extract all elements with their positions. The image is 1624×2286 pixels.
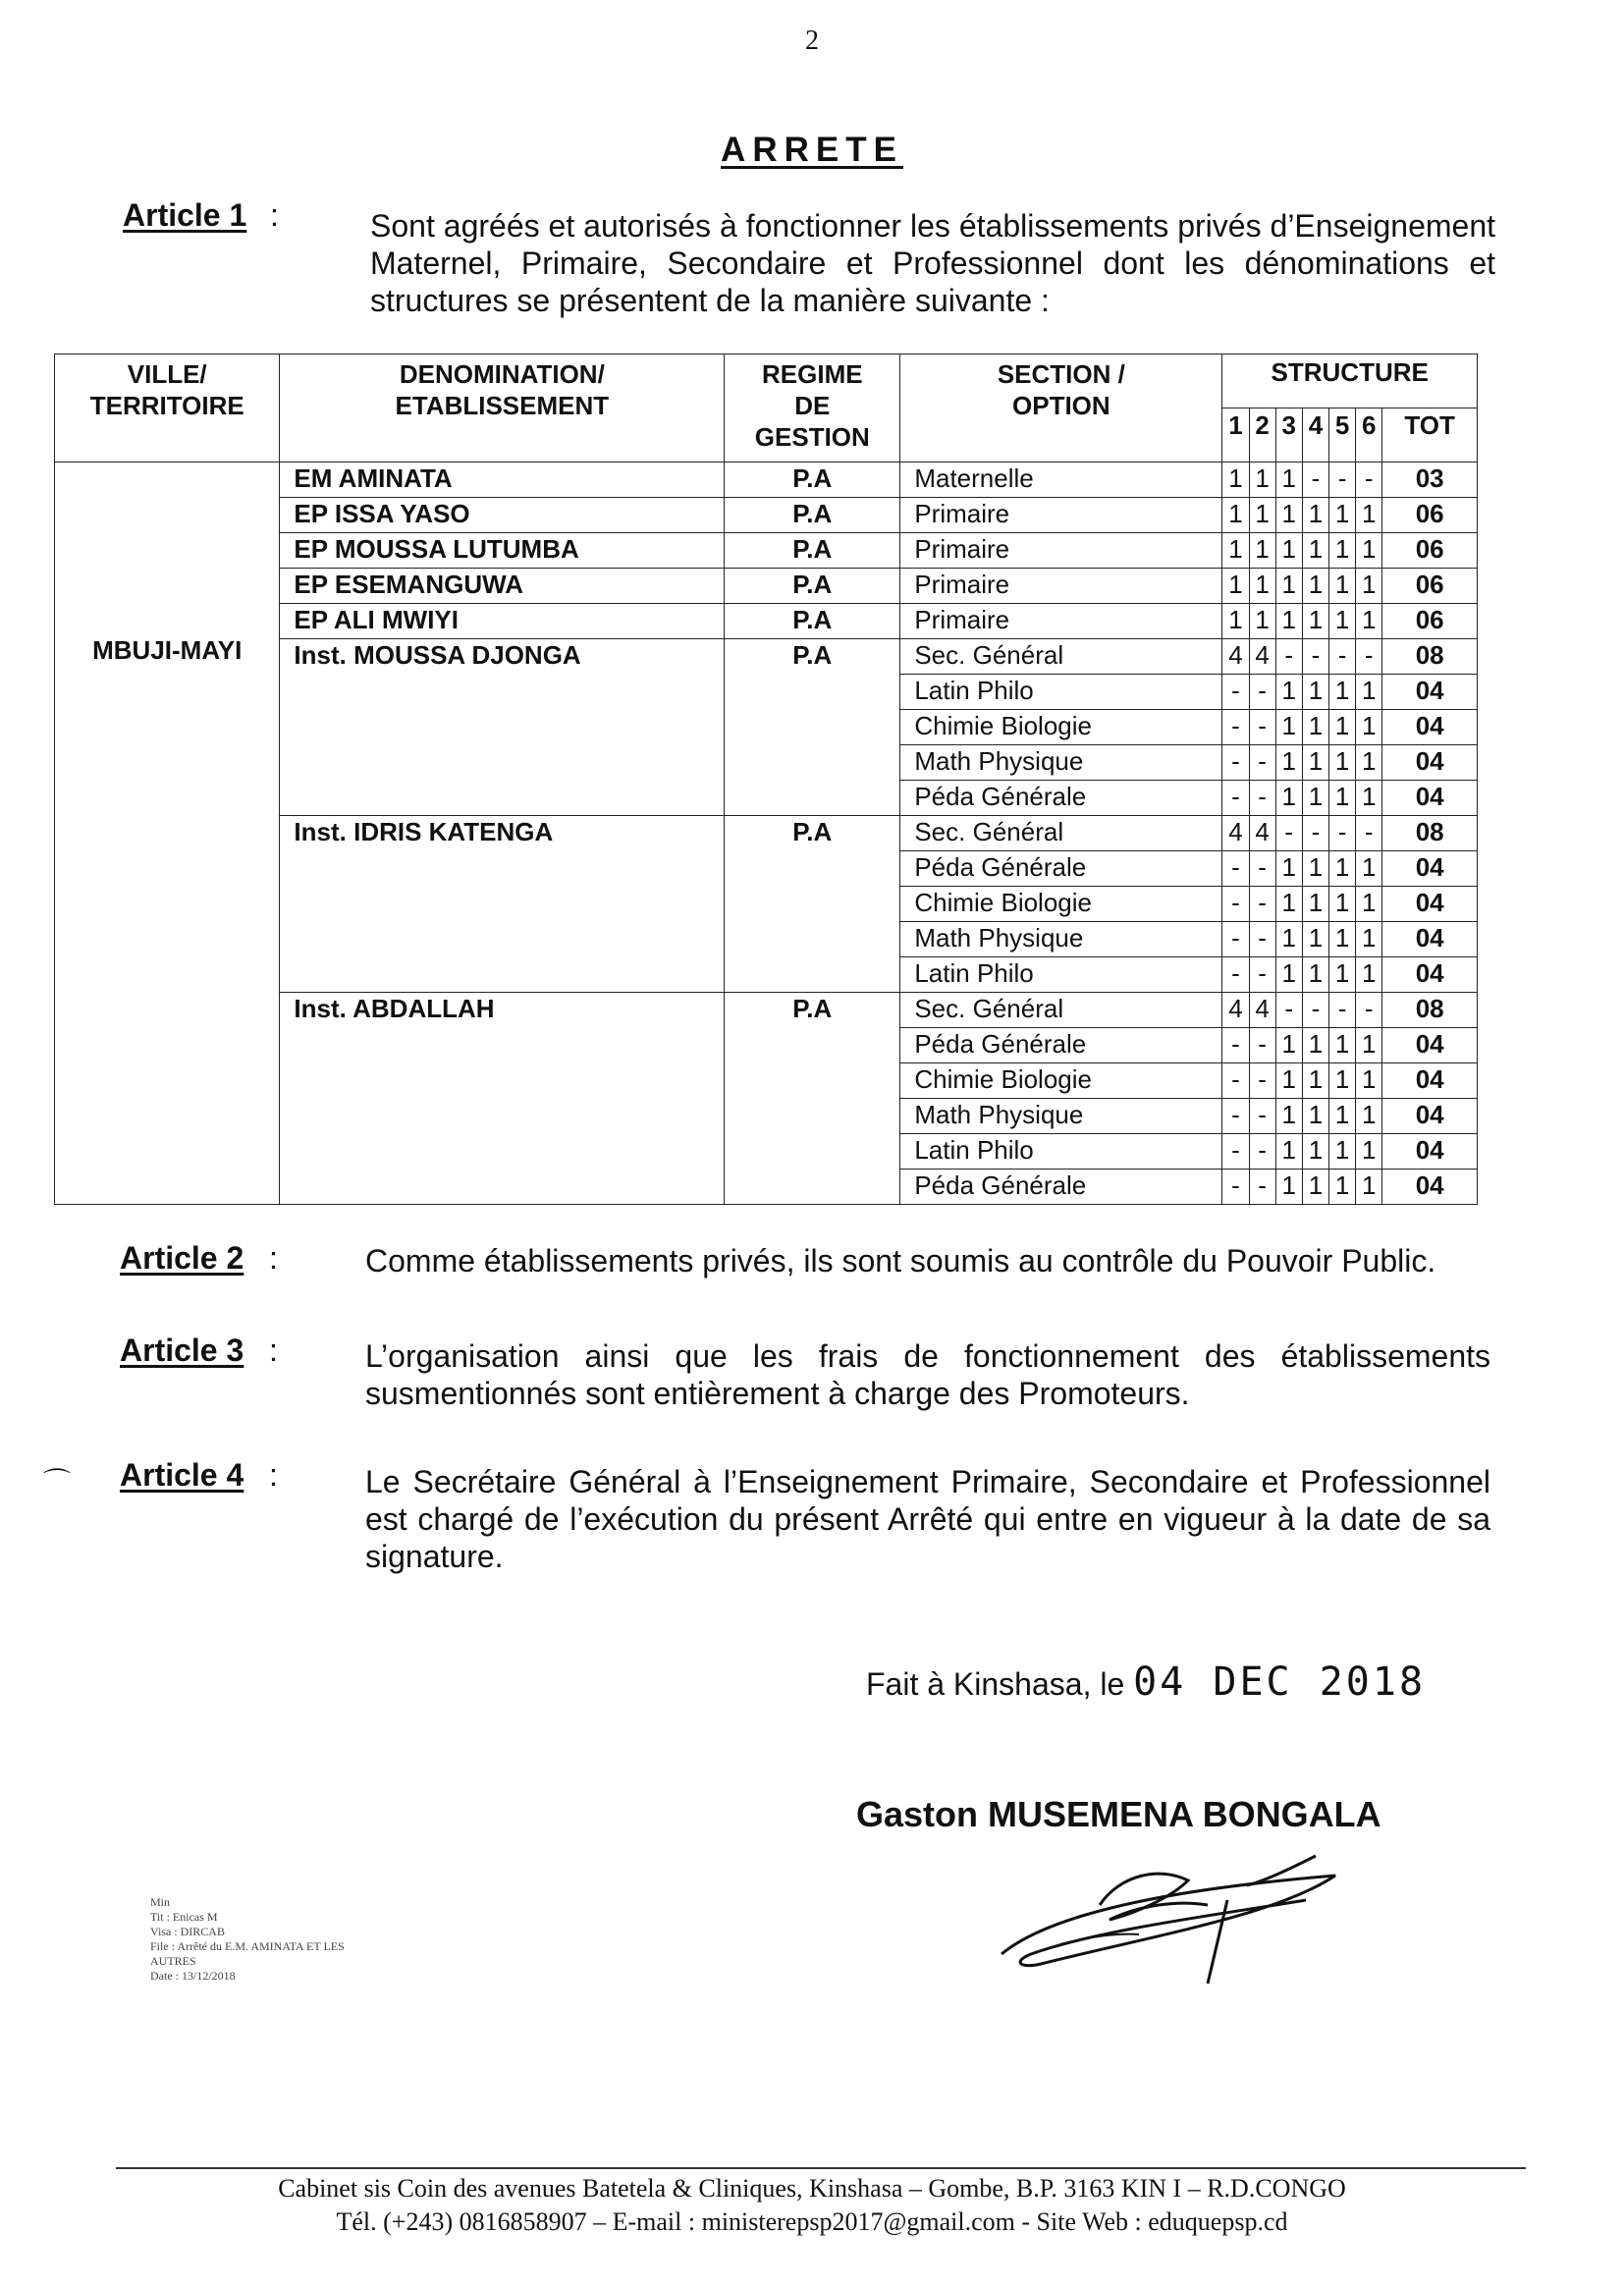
year-6-cell: 1 — [1356, 533, 1382, 569]
establishment-cell — [280, 851, 725, 887]
year-5-cell: 1 — [1329, 569, 1356, 604]
note-line: File : Arrêté du E.M. AMINATA ET LES — [150, 1939, 345, 1953]
year-4-cell: - — [1302, 993, 1328, 1028]
total-cell: 04 — [1382, 781, 1478, 816]
year-3-cell: 1 — [1275, 887, 1302, 922]
header-col-year-4: 4 — [1302, 408, 1328, 463]
year-6-cell: 1 — [1356, 887, 1382, 922]
section-cell: Primaire — [900, 533, 1222, 569]
section-cell: Sec. Général — [900, 816, 1222, 851]
establishment-cell: Inst. ABDALLAH — [280, 993, 725, 1028]
year-4-cell: 1 — [1302, 781, 1328, 816]
year-5-cell: 1 — [1329, 675, 1356, 710]
establishment-cell — [280, 922, 725, 957]
year-6-cell: 1 — [1356, 745, 1382, 781]
section-cell: Latin Philo — [900, 957, 1222, 993]
year-5-cell: 1 — [1329, 957, 1356, 993]
regime-cell — [725, 1028, 900, 1063]
year-5-cell: - — [1329, 993, 1356, 1028]
year-3-cell: - — [1275, 639, 1302, 675]
decree-title — [0, 131, 1624, 170]
year-5-cell: 1 — [1329, 1063, 1356, 1099]
year-2-cell: 4 — [1249, 816, 1275, 851]
year-4-cell: 1 — [1302, 887, 1328, 922]
section-cell: Chimie Biologie — [900, 887, 1222, 922]
section-cell: Péda Générale — [900, 781, 1222, 816]
establishment-cell — [280, 1134, 725, 1170]
total-cell: 04 — [1382, 922, 1478, 957]
year-3-cell: 1 — [1275, 922, 1302, 957]
establishment-cell — [280, 1170, 725, 1205]
year-5-cell: 1 — [1329, 1028, 1356, 1063]
year-1-cell: - — [1222, 1170, 1249, 1205]
total-cell: 04 — [1382, 745, 1478, 781]
year-5-cell: 1 — [1329, 851, 1356, 887]
year-2-cell: - — [1249, 851, 1275, 887]
year-2-cell: 1 — [1249, 498, 1275, 533]
year-3-cell: 1 — [1275, 1099, 1302, 1134]
article-4-label-text: Article 4 — [120, 1457, 244, 1493]
year-1-cell: - — [1222, 781, 1249, 816]
section-cell: Péda Générale — [900, 1028, 1222, 1063]
year-4-cell: 1 — [1302, 1099, 1328, 1134]
year-1-cell: 1 — [1222, 533, 1249, 569]
header-col-year-6: 6 — [1356, 408, 1382, 463]
header-regime: REGIME DE GESTION — [725, 354, 900, 463]
total-cell: 04 — [1382, 851, 1478, 887]
regime-cell — [725, 745, 900, 781]
decree-title-text: ARRETE — [721, 131, 903, 169]
year-4-cell: 1 — [1302, 604, 1328, 639]
year-4-cell: 1 — [1302, 533, 1328, 569]
year-1-cell: - — [1222, 675, 1249, 710]
regime-cell: P.A — [725, 639, 900, 675]
regime-cell: P.A — [725, 816, 900, 851]
section-cell: Maternelle — [900, 463, 1222, 498]
regime-cell — [725, 957, 900, 993]
year-2-cell: - — [1249, 1134, 1275, 1170]
footer-rule — [116, 2167, 1526, 2169]
year-3-cell: 1 — [1275, 745, 1302, 781]
header-structure: STRUCTURE — [1222, 354, 1478, 408]
total-cell: 06 — [1382, 498, 1478, 533]
year-3-cell: 1 — [1275, 710, 1302, 745]
year-6-cell: 1 — [1356, 710, 1382, 745]
section-cell: Latin Philo — [900, 1134, 1222, 1170]
year-1-cell: - — [1222, 851, 1249, 887]
year-2-cell: 1 — [1249, 604, 1275, 639]
header-section: SECTION / OPTION — [900, 354, 1222, 463]
regime-cell: P.A — [725, 993, 900, 1028]
year-6-cell: - — [1356, 993, 1382, 1028]
year-1-cell: 4 — [1222, 639, 1249, 675]
reference-notes — [150, 1895, 345, 1984]
year-6-cell: 1 — [1356, 1028, 1382, 1063]
year-1-cell: 1 — [1222, 498, 1249, 533]
page-number: 2 — [805, 26, 819, 56]
article-1-label-text: Article 1 — [123, 197, 247, 233]
year-2-cell: - — [1249, 710, 1275, 745]
structure-table — [54, 354, 1478, 1205]
signatory-name: Gaston MUSEMENA BONGALA — [856, 1794, 1381, 1834]
section-cell: Péda Générale — [900, 851, 1222, 887]
year-4-cell: 1 — [1302, 922, 1328, 957]
header-denomination: DENOMINATION/ ETABLISSEMENT — [280, 354, 725, 463]
article-4-text: Le Secrétaire Général à l’Enseignement Primaire, Secondaire et Professionnel est chargé de l’exécution du présent Arrêté qui entre en vigueur à la date de sa signature. — [365, 1464, 1490, 1574]
year-3-cell: 1 — [1275, 675, 1302, 710]
article-2-text: Comme établissements privés, ils sont soumis au contrôle du Pouvoir Public. — [365, 1243, 1436, 1279]
total-cell: 04 — [1382, 957, 1478, 993]
article-1-label — [123, 197, 246, 234]
year-6-cell: 1 — [1356, 1063, 1382, 1099]
regime-cell — [725, 922, 900, 957]
year-4-cell: 1 — [1302, 851, 1328, 887]
year-5-cell: 1 — [1329, 533, 1356, 569]
year-5-cell: 1 — [1329, 1170, 1356, 1205]
year-5-cell: - — [1329, 639, 1356, 675]
note-line: AUTRES — [150, 1954, 196, 1968]
year-4-cell: 1 — [1302, 710, 1328, 745]
year-4-cell: 1 — [1302, 1170, 1328, 1205]
total-cell: 03 — [1382, 463, 1478, 498]
section-cell: Chimie Biologie — [900, 710, 1222, 745]
section-cell: Chimie Biologie — [900, 1063, 1222, 1099]
total-cell: 04 — [1382, 675, 1478, 710]
year-6-cell: 1 — [1356, 675, 1382, 710]
establishment-cell — [280, 1063, 725, 1099]
footer-address: Cabinet sis Coin des avenues Batetela & Cliniques, Kinshasa – Gombe, B.P. 3163 KIN I – R.D.CONGO — [278, 2174, 1346, 2203]
regime-cell — [725, 887, 900, 922]
establishment-cell: EP ESEMANGUWA — [280, 569, 725, 604]
year-2-cell: - — [1249, 1099, 1275, 1134]
year-5-cell: 1 — [1329, 745, 1356, 781]
year-3-cell: 1 — [1275, 533, 1302, 569]
regime-cell — [725, 851, 900, 887]
year-5-cell: 1 — [1329, 922, 1356, 957]
year-1-cell: - — [1222, 1099, 1249, 1134]
year-5-cell: 1 — [1329, 604, 1356, 639]
regime-cell: P.A — [725, 604, 900, 639]
year-3-cell: 1 — [1275, 781, 1302, 816]
year-2-cell: 4 — [1249, 639, 1275, 675]
year-4-cell: - — [1302, 816, 1328, 851]
establishment-cell: Inst. IDRIS KATENGA — [280, 816, 725, 851]
year-2-cell: 4 — [1249, 993, 1275, 1028]
year-6-cell: - — [1356, 816, 1382, 851]
year-1-cell: - — [1222, 745, 1249, 781]
year-6-cell: - — [1356, 463, 1382, 498]
year-6-cell: 1 — [1356, 851, 1382, 887]
regime-cell: P.A — [725, 533, 900, 569]
year-4-cell: 1 — [1302, 1028, 1328, 1063]
year-2-cell: - — [1249, 745, 1275, 781]
year-4-cell: 1 — [1302, 498, 1328, 533]
year-6-cell: 1 — [1356, 781, 1382, 816]
regime-cell — [725, 781, 900, 816]
total-cell: 08 — [1382, 993, 1478, 1028]
total-cell: 08 — [1382, 639, 1478, 675]
establishment-cell — [280, 1099, 725, 1134]
regime-cell — [725, 1170, 900, 1205]
year-2-cell: 1 — [1249, 569, 1275, 604]
year-3-cell: 1 — [1275, 569, 1302, 604]
article-3-label — [120, 1333, 244, 1369]
section-cell: Latin Philo — [900, 675, 1222, 710]
establishment-cell — [280, 781, 725, 816]
year-2-cell: - — [1249, 887, 1275, 922]
year-1-cell: - — [1222, 1028, 1249, 1063]
article-3-colon: : — [269, 1333, 278, 1368]
year-3-cell: 1 — [1275, 851, 1302, 887]
header-col-year-5: 5 — [1329, 408, 1356, 463]
regime-cell — [725, 1134, 900, 1170]
regime-cell — [725, 675, 900, 710]
year-5-cell: 1 — [1329, 781, 1356, 816]
year-2-cell: - — [1249, 1170, 1275, 1205]
year-1-cell: - — [1222, 710, 1249, 745]
year-3-cell: 1 — [1275, 1028, 1302, 1063]
year-4-cell: 1 — [1302, 745, 1328, 781]
total-cell: 04 — [1382, 710, 1478, 745]
establishment-cell: EP ISSA YASO — [280, 498, 725, 533]
year-1-cell: - — [1222, 957, 1249, 993]
year-2-cell: - — [1249, 922, 1275, 957]
year-5-cell: 1 — [1329, 1099, 1356, 1134]
note-line: Tit : Enicas M — [150, 1910, 218, 1924]
place-date — [866, 1660, 1426, 1705]
year-4-cell: 1 — [1302, 957, 1328, 993]
year-6-cell: 1 — [1356, 1170, 1382, 1205]
year-1-cell: 1 — [1222, 604, 1249, 639]
year-4-cell: 1 — [1302, 1134, 1328, 1170]
header-col-year-2: 2 — [1249, 408, 1275, 463]
year-1-cell: 1 — [1222, 463, 1249, 498]
total-cell: 04 — [1382, 1063, 1478, 1099]
regime-cell: P.A — [725, 569, 900, 604]
section-cell: Math Physique — [900, 745, 1222, 781]
footer-contact: Tél. (+243) 0816858907 – E-mail : ministerepsp2017@gmail.com - Site Web : eduquepsp.cd — [336, 2207, 1288, 2236]
regime-cell: P.A — [725, 498, 900, 533]
year-3-cell: - — [1275, 816, 1302, 851]
establishment-cell — [280, 710, 725, 745]
year-3-cell: 1 — [1275, 498, 1302, 533]
ville-cell: MBUJI-MAYI — [55, 463, 280, 1205]
year-5-cell: - — [1329, 816, 1356, 851]
year-6-cell: 1 — [1356, 569, 1382, 604]
year-2-cell: - — [1249, 957, 1275, 993]
article-2-label — [120, 1240, 244, 1277]
year-1-cell: - — [1222, 887, 1249, 922]
place-text: Fait à Kinshasa, le — [866, 1666, 1125, 1702]
regime-cell — [725, 1099, 900, 1134]
year-3-cell: - — [1275, 993, 1302, 1028]
date-stamp: 04 DEC 2018 — [1133, 1660, 1427, 1705]
article-2-colon: : — [269, 1240, 278, 1276]
year-4-cell: 1 — [1302, 1063, 1328, 1099]
total-cell: 04 — [1382, 1170, 1478, 1205]
year-1-cell: - — [1222, 1063, 1249, 1099]
section-cell: Sec. Général — [900, 639, 1222, 675]
year-1-cell: - — [1222, 922, 1249, 957]
header-col-year-3: 3 — [1275, 408, 1302, 463]
year-6-cell: 1 — [1356, 498, 1382, 533]
establishment-cell: EP MOUSSA LUTUMBA — [280, 533, 725, 569]
total-cell: 04 — [1382, 887, 1478, 922]
total-cell: 06 — [1382, 569, 1478, 604]
section-cell: Math Physique — [900, 1099, 1222, 1134]
article-2-label-text: Article 2 — [120, 1240, 244, 1276]
article-1-colon: : — [270, 197, 279, 233]
year-2-cell: - — [1249, 1028, 1275, 1063]
establishment-cell — [280, 1028, 725, 1063]
year-5-cell: 1 — [1329, 887, 1356, 922]
establishment-cell — [280, 887, 725, 922]
year-4-cell: 1 — [1302, 569, 1328, 604]
year-2-cell: - — [1249, 1063, 1275, 1099]
establishment-cell — [280, 957, 725, 993]
year-1-cell: 1 — [1222, 569, 1249, 604]
section-cell: Primaire — [900, 498, 1222, 533]
total-cell: 08 — [1382, 816, 1478, 851]
year-3-cell: 1 — [1275, 463, 1302, 498]
establishment-cell: Inst. MOUSSA DJONGA — [280, 639, 725, 675]
year-3-cell: 1 — [1275, 1170, 1302, 1205]
total-cell: 04 — [1382, 1134, 1478, 1170]
section-cell: Math Physique — [900, 922, 1222, 957]
year-5-cell: 1 — [1329, 498, 1356, 533]
total-cell: 04 — [1382, 1099, 1478, 1134]
year-5-cell: 1 — [1329, 710, 1356, 745]
year-3-cell: 1 — [1275, 1134, 1302, 1170]
section-cell: Primaire — [900, 569, 1222, 604]
regime-cell — [725, 1063, 900, 1099]
note-line: Min — [150, 1895, 171, 1909]
year-2-cell: - — [1249, 781, 1275, 816]
year-6-cell: 1 — [1356, 1099, 1382, 1134]
section-cell: Primaire — [900, 604, 1222, 639]
regime-cell — [725, 710, 900, 745]
margin-mark: ⌒ — [43, 1467, 72, 1497]
year-6-cell: 1 — [1356, 922, 1382, 957]
regime-cell: P.A — [725, 463, 900, 498]
establishment-cell — [280, 675, 725, 710]
year-2-cell: 1 — [1249, 463, 1275, 498]
header-col-year-1: 1 — [1222, 408, 1249, 463]
article-1-text: Sont agréés et autorisés à fonctionner les établissements privés d’Enseignement Maternel, Primaire, Secondaire et Professionnel dont les dénominations et structures se présentent de la manière suivante : — [370, 208, 1495, 318]
header-col-total: TOT — [1382, 408, 1478, 463]
year-3-cell: 1 — [1275, 604, 1302, 639]
year-3-cell: 1 — [1275, 957, 1302, 993]
section-cell: Sec. Général — [900, 993, 1222, 1028]
table-row — [55, 463, 1478, 498]
year-4-cell: 1 — [1302, 675, 1328, 710]
year-2-cell: - — [1249, 675, 1275, 710]
establishment-cell: EP ALI MWIYI — [280, 604, 725, 639]
year-5-cell: 1 — [1329, 1134, 1356, 1170]
year-4-cell: - — [1302, 463, 1328, 498]
article-4-label — [120, 1457, 244, 1494]
header-ville: VILLE/ TERRITOIRE — [55, 354, 280, 463]
year-4-cell: - — [1302, 639, 1328, 675]
total-cell: 06 — [1382, 533, 1478, 569]
year-5-cell: - — [1329, 463, 1356, 498]
note-line: Date : 13/12/2018 — [150, 1969, 236, 1983]
article-3-label-text: Article 3 — [120, 1333, 244, 1368]
year-6-cell: 1 — [1356, 604, 1382, 639]
total-cell: 06 — [1382, 604, 1478, 639]
article-4-colon: : — [269, 1457, 278, 1493]
year-1-cell: 4 — [1222, 993, 1249, 1028]
establishment-cell: EM AMINATA — [280, 463, 725, 498]
year-6-cell: - — [1356, 639, 1382, 675]
year-2-cell: 1 — [1249, 533, 1275, 569]
article-3-text: L’organisation ainsi que les frais de fonctionnement des établissements susmentionnés sont entièrement à charge des Promoteurs. — [365, 1338, 1490, 1411]
total-cell: 04 — [1382, 1028, 1478, 1063]
year-1-cell: 4 — [1222, 816, 1249, 851]
year-6-cell: 1 — [1356, 957, 1382, 993]
signature — [982, 1846, 1375, 2003]
section-cell: Péda Générale — [900, 1170, 1222, 1205]
year-3-cell: 1 — [1275, 1063, 1302, 1099]
year-1-cell: - — [1222, 1134, 1249, 1170]
note-line: Visa : DIRCAB — [150, 1925, 225, 1938]
establishment-cell — [280, 745, 725, 781]
year-6-cell: 1 — [1356, 1134, 1382, 1170]
